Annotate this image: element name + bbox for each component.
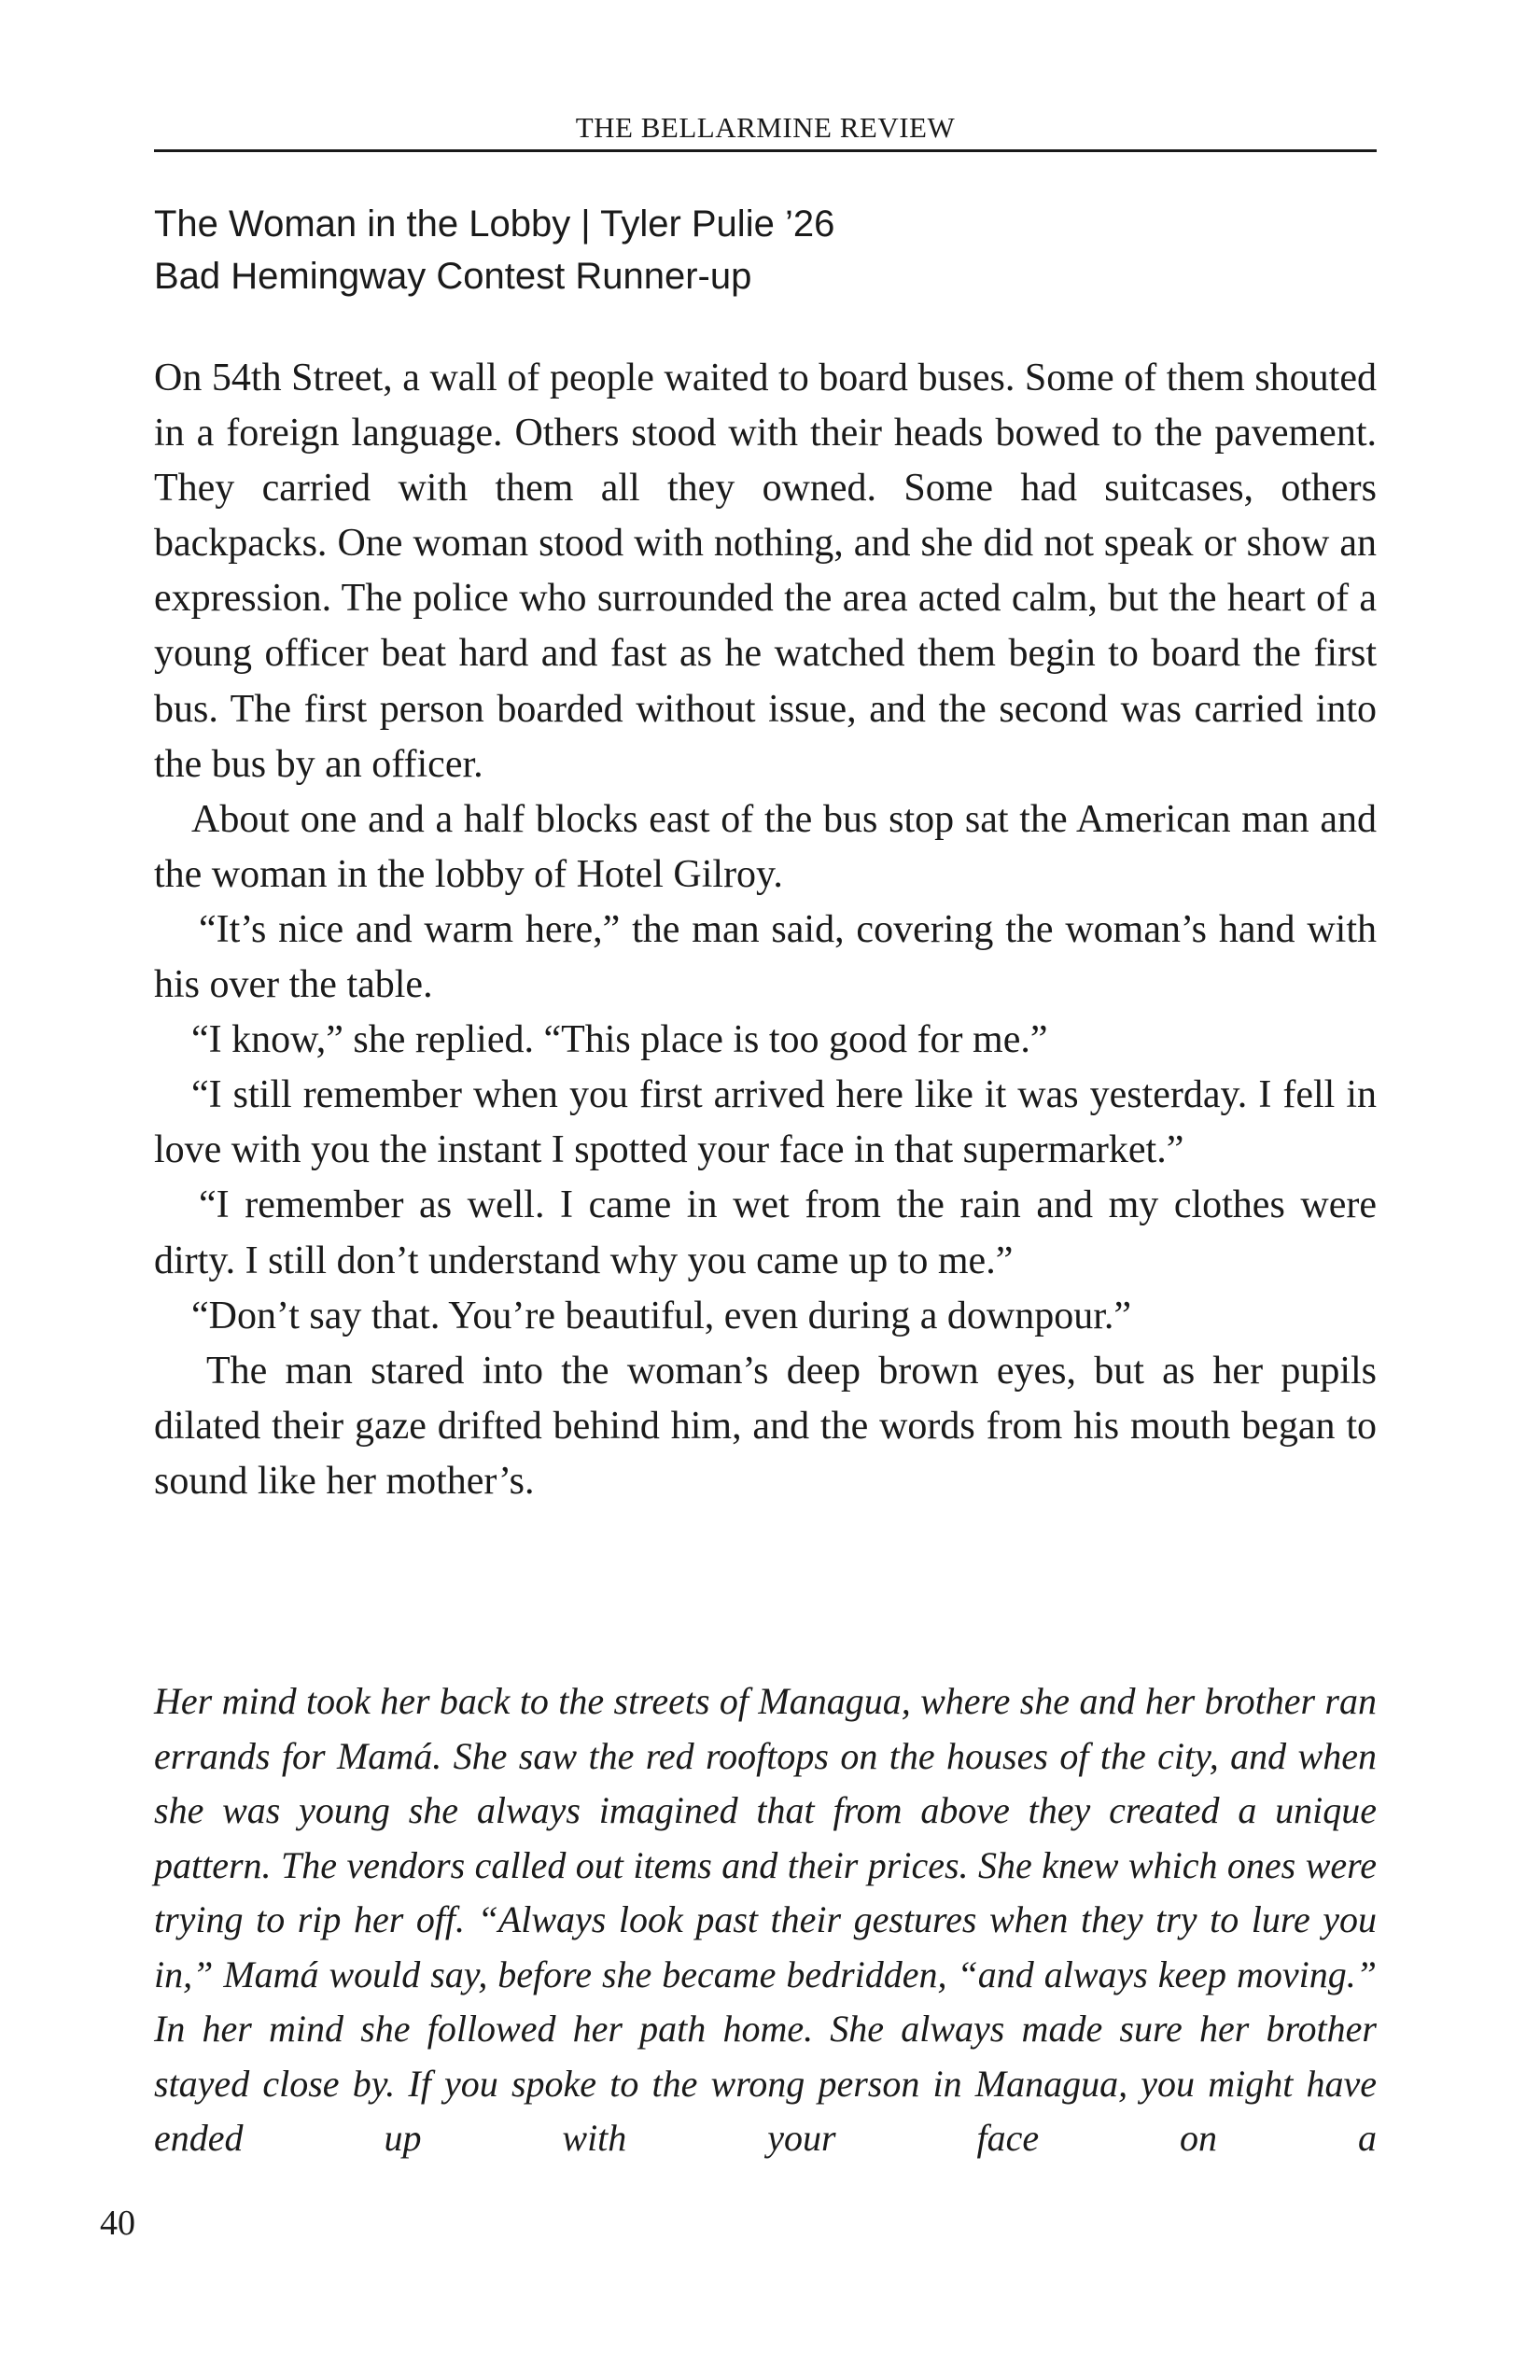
- italic-paragraph: Her mind took her back to the streets of Managua, where she and her brother ran errands for Mamá. She saw the red rooftops on the houses of the city, and when she was young she always imagined that from above they created a unique pattern. The vendors called out items and their prices. She knew which ones were trying to rip her off. “Always look past their gestures when they try to lure you in,” Mamá would say, before she became bedridden, “and always keep moving.” In her mind she followed her path home. She always made sure her brother stayed close by. If you spoke to the wrong person in Managua, you might have ended up with your face on a: [154, 1680, 1377, 2159]
- article-heading: [154, 198, 1377, 302]
- paragraph: “I remember as well. I came in wet from the rain and my clothes were dirty. I still don’t understand why you came up to me.”: [154, 1183, 1377, 1282]
- article-body: [154, 351, 1377, 1509]
- page-number: 40: [100, 2204, 135, 2243]
- paragraph: “I still remember when you first arrived here like it was yesterday. I fell in love with you the instant I spotted your face in that supermarket.”: [154, 1073, 1377, 1172]
- article-title: The Woman in the Lobby | Tyler Pulie ’26: [154, 203, 835, 245]
- running-head: THE BELLARMINE REVIEW: [154, 110, 1377, 152]
- paragraph: The man stared into the woman’s deep brown eyes, but as her pupils dilated their gaze drifted behind him, and the words from his mouth began to sound like her mother’s.: [154, 1349, 1377, 1503]
- paragraph: “Don’t say that. You’re beautiful, even during a downpour.”: [191, 1294, 1132, 1337]
- italic-flashback: [154, 1674, 1377, 2166]
- article-subtitle: Bad Hemingway Contest Runner-up: [154, 256, 752, 297]
- paragraph: “I know,” she replied. “This place is too good for me.”: [191, 1018, 1048, 1062]
- paragraph: On 54th Street, a wall of people waited to board buses. Some of them shouted in a foreign language. Others stood with their heads bowed to the pavement. They carried with them all they owned. Some had suitcases, others backpacks. One woman stood with nothing, and she did not speak or show an expression. The police who surrounded the area acted calm, but the heart of a young officer beat hard and fast as he watched them begin to board the first bus. The first person boarded without issue, and the second was carried into the bus by an officer.: [154, 357, 1377, 786]
- paragraph: About one and a half blocks east of the bus stop sat the American man and the woman in the lobby of Hotel Gilroy.: [154, 797, 1377, 896]
- paragraph: “It’s nice and warm here,” the man said, covering the woman’s hand with his over the table.: [154, 907, 1377, 1007]
